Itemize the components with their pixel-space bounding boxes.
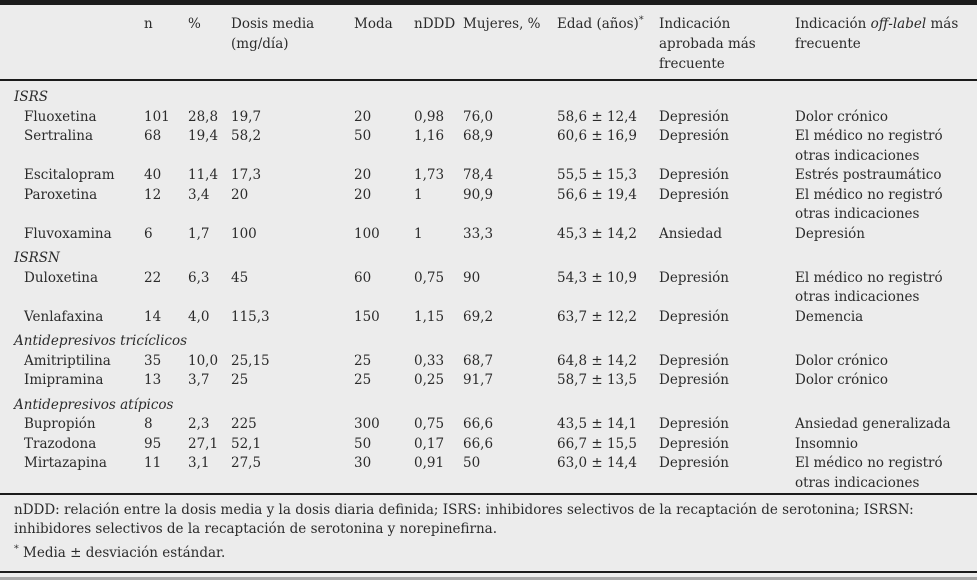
cell-offlabel: Dolor crónico (795, 372, 888, 388)
cell-n: 101 (144, 108, 170, 125)
table-header-row (0, 5, 977, 80)
cell-dose: 115,3 (231, 308, 270, 325)
section-row (0, 327, 977, 352)
cell-edad: 63,0 ± 14,4 (557, 455, 638, 471)
table-row (0, 371, 977, 391)
offlabel-label-italic: off-label (870, 16, 927, 32)
footnote-abbreviations: nDDD: relación entre la dosis media y la dosis diaria definida; ISRS: inhibidores selectivos de la recaptación de serotonina; ISRSN: inhibidores selectivos de la recaptación de serotonina y norepinefirna. (14, 502, 914, 537)
section-row (0, 80, 977, 108)
cell-mujeres: 66,6 (463, 416, 494, 432)
cell-name: Duloxetina (24, 269, 99, 286)
col-header-n: n (144, 5, 188, 80)
section-label: ISRSN (14, 250, 60, 266)
table-row (0, 308, 977, 328)
section-label: Antidepresivos atípicos (14, 396, 174, 413)
cell-mujeres: 33,3 (463, 225, 494, 242)
table-row (0, 435, 977, 455)
cell-name: Escitalopram (24, 167, 115, 183)
table-row (0, 127, 977, 166)
cell-mujeres: 90,9 (463, 186, 494, 203)
cell-aprobada: Ansiedad (659, 225, 723, 242)
cell-name: Fluvoxamina (24, 225, 112, 242)
cell-offlabel: Dolor crónico (795, 352, 888, 369)
col-header-aprobada: Indicación aprobada más frecuente (659, 5, 795, 80)
cell-pct: 2,3 (188, 416, 210, 432)
cell-mujeres: 69,2 (463, 308, 494, 325)
cell-mujeres: 90 (463, 269, 481, 286)
cell-pct: 3,7 (188, 372, 210, 388)
offlabel-label-pre: Indicación (795, 16, 871, 32)
cell-offlabel: El médico no registró otras indicaciones (795, 455, 943, 491)
cell-dose: 19,7 (231, 108, 262, 125)
cell-n: 22 (144, 269, 162, 286)
cell-moda: 20 (354, 108, 372, 125)
cell-dose: 17,3 (231, 167, 262, 183)
cell-aprobada: Depresión (659, 308, 729, 325)
cell-edad: 58,7 ± 13,5 (557, 372, 638, 388)
cell-aprobada: Depresión (659, 435, 729, 452)
section-row (0, 244, 977, 269)
cell-name: Bupropión (24, 416, 96, 432)
cell-n: 8 (144, 416, 153, 432)
cell-dose: 20 (231, 186, 249, 203)
col-header-name (0, 5, 144, 80)
section-label: ISRS (14, 89, 48, 105)
cell-edad: 56,6 ± 19,4 (557, 186, 638, 203)
cell-dose: 25,15 (231, 352, 270, 369)
table-row (0, 269, 977, 308)
cell-edad: 55,5 ± 15,3 (557, 167, 638, 183)
cell-dose: 25 (231, 372, 249, 388)
cell-moda: 100 (354, 225, 380, 242)
cell-nddd: 0,17 (414, 435, 445, 452)
table-row (0, 166, 977, 186)
cell-dose: 45 (231, 269, 249, 286)
cell-nddd: 0,33 (414, 352, 445, 369)
cell-n: 12 (144, 186, 162, 203)
cell-name: Imipramina (24, 372, 104, 388)
cell-mujeres: 78,4 (463, 167, 494, 183)
cell-aprobada: Depresión (659, 128, 729, 144)
cell-n: 6 (144, 225, 153, 242)
col-header-mujeres: Mujeres, % (463, 5, 557, 80)
cell-offlabel: Insomnio (795, 435, 859, 452)
table-footnotes (0, 493, 977, 571)
cell-pct: 10,0 (188, 352, 219, 369)
cell-edad: 63,7 ± 12,2 (557, 308, 638, 325)
cell-aprobada: Depresión (659, 186, 729, 203)
cell-nddd: 1 (414, 225, 423, 242)
cell-name: Sertralina (24, 128, 93, 144)
cell-n: 11 (144, 455, 162, 471)
edad-footnote-marker: * (638, 14, 644, 26)
cell-moda: 30 (354, 455, 372, 471)
cell-nddd: 1,16 (414, 128, 445, 144)
col-header-dose: Dosis media (mg/día) (231, 5, 354, 80)
cell-aprobada: Depresión (659, 269, 729, 286)
cell-offlabel: Depresión (795, 225, 865, 242)
cell-n: 68 (144, 128, 162, 144)
cell-mujeres: 91,7 (463, 372, 494, 388)
cell-name: Paroxetina (24, 186, 98, 203)
cell-nddd: 0,98 (414, 108, 445, 125)
cell-moda: 60 (354, 269, 372, 286)
footnote-mean-sd-text: Media ± desviación estándar. (23, 545, 226, 561)
cell-name: Amitriptilina (24, 352, 111, 369)
col-header-edad (557, 5, 659, 80)
cell-nddd: 0,75 (414, 416, 445, 432)
cell-nddd: 0,25 (414, 372, 445, 388)
footnote-mean-sd (14, 544, 963, 563)
cell-moda: 20 (354, 186, 372, 203)
table-row (0, 454, 977, 493)
table-row (0, 186, 977, 225)
cell-name: Trazodona (24, 435, 97, 452)
cell-edad: 64,8 ± 14,2 (557, 352, 638, 369)
cell-pct: 27,1 (188, 435, 219, 452)
cell-n: 13 (144, 372, 162, 388)
cell-pct: 28,8 (188, 108, 219, 125)
cell-moda: 300 (354, 416, 380, 432)
cell-mujeres: 68,7 (463, 352, 494, 369)
cell-edad: 45,3 ± 14,2 (557, 225, 638, 242)
cell-edad: 54,3 ± 10,9 (557, 269, 638, 286)
cell-pct: 4,0 (188, 308, 210, 325)
cell-offlabel: Ansiedad generalizada (795, 416, 951, 432)
cell-moda: 50 (354, 128, 372, 144)
cell-nddd: 0,91 (414, 455, 445, 471)
antidepressants-table (0, 5, 977, 493)
cell-edad: 43,5 ± 14,1 (557, 416, 638, 432)
cell-offlabel: Dolor crónico (795, 108, 888, 125)
cell-dose: 100 (231, 225, 257, 242)
cell-n: 40 (144, 167, 162, 183)
cell-offlabel: El médico no registró otras indicaciones (795, 186, 943, 222)
cell-offlabel: Demencia (795, 308, 864, 325)
cell-mujeres: 76,0 (463, 108, 494, 125)
cell-edad: 60,6 ± 16,9 (557, 128, 638, 144)
table-row (0, 225, 977, 245)
cell-nddd: 1,73 (414, 167, 445, 183)
cell-aprobada: Depresión (659, 167, 729, 183)
table-row (0, 108, 977, 128)
cell-dose: 52,1 (231, 435, 262, 452)
cell-n: 95 (144, 435, 162, 452)
cell-pct: 6,3 (188, 269, 210, 286)
section-label: Antidepresivos tricíclicos (14, 333, 188, 349)
table-row (0, 415, 977, 435)
cell-n: 35 (144, 352, 162, 369)
cell-pct: 3,1 (188, 455, 210, 471)
table-row (0, 352, 977, 372)
cell-offlabel: Estrés postraumático (795, 167, 942, 183)
cell-name: Venlafaxina (24, 308, 104, 325)
cell-edad: 58,6 ± 12,4 (557, 108, 638, 125)
cell-dose: 58,2 (231, 128, 262, 144)
cell-moda: 150 (354, 308, 380, 325)
cell-moda: 25 (354, 372, 372, 388)
cell-aprobada: Depresión (659, 352, 729, 369)
cell-aprobada: Depresión (659, 108, 729, 125)
col-header-moda: Moda (354, 5, 414, 80)
cell-moda: 20 (354, 167, 372, 183)
cell-name: Mirtazapina (24, 455, 107, 471)
cell-edad: 66,7 ± 15,5 (557, 435, 638, 452)
cell-pct: 1,7 (188, 225, 210, 242)
edad-label: Edad (años) (557, 16, 639, 32)
col-header-pct: % (188, 5, 231, 80)
cell-offlabel: El médico no registró otras indicaciones (795, 269, 943, 305)
cell-mujeres: 68,9 (463, 128, 494, 144)
cell-nddd: 0,75 (414, 269, 445, 286)
cell-name: Fluoxetina (24, 108, 97, 125)
cell-pct: 3,4 (188, 186, 210, 203)
cell-moda: 25 (354, 352, 372, 369)
footnote-marker: * (14, 543, 19, 555)
cell-n: 14 (144, 308, 162, 325)
offlabel-label-post: más frecuente (795, 16, 959, 52)
cell-aprobada: Depresión (659, 416, 729, 432)
cell-pct: 19,4 (188, 128, 219, 144)
cell-offlabel: El médico no registró otras indicaciones (795, 128, 943, 164)
cell-dose: 27,5 (231, 455, 262, 471)
cell-pct: 11,4 (188, 167, 219, 183)
cell-dose: 225 (231, 416, 257, 432)
cell-aprobada: Depresión (659, 372, 729, 388)
col-header-nddd: nDDD (414, 5, 463, 80)
col-header-offlabel (795, 5, 977, 80)
cell-nddd: 1 (414, 186, 423, 203)
cell-aprobada: Depresión (659, 455, 729, 471)
cell-mujeres: 66,6 (463, 435, 494, 452)
cell-mujeres: 50 (463, 455, 481, 471)
cell-nddd: 1,15 (414, 308, 445, 325)
cell-moda: 50 (354, 435, 372, 452)
section-row (0, 391, 977, 416)
